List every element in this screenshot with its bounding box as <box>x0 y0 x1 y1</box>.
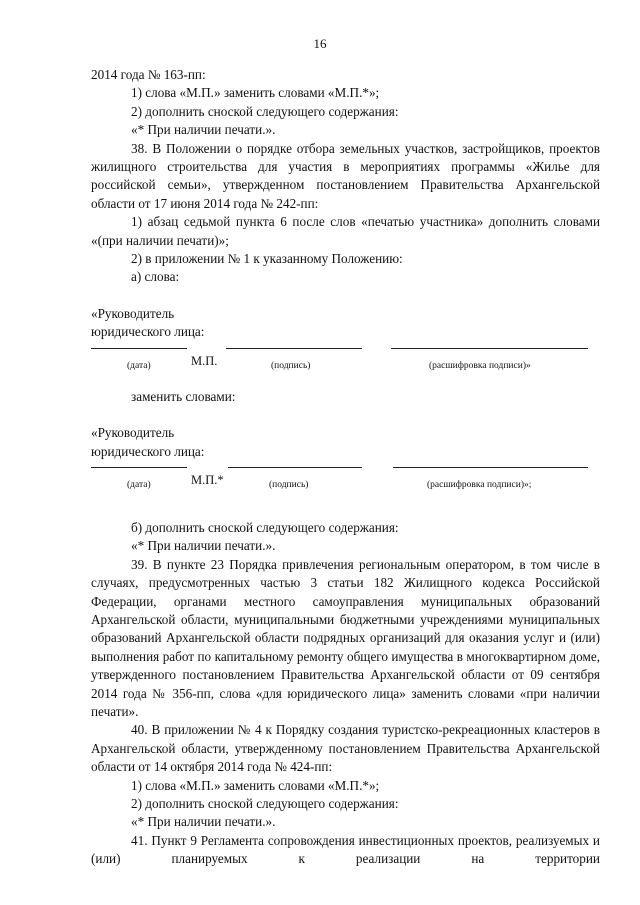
continuation-line: 2014 года № 163-пп: <box>91 67 206 82</box>
list-item: 2) дополнить сноской следующего содержания: <box>131 796 399 811</box>
decode-line <box>393 467 588 468</box>
replace-line: заменить словами: <box>131 388 236 404</box>
date-line <box>91 467 187 468</box>
decode-line <box>391 348 588 349</box>
page-number: 16 <box>313 36 327 51</box>
paragraph-39: 39. В пункте 23 Порядка привлечения региональным оператором, в том числе в случаях, предусмотренных частью 3 статьи 182 Жилищного кодекса Российской Федерации, органами местного самоуправления муниципальных образований Архангельской области, муниципальными бюджетными учреждениями муниципальных образований Архангельской области подрядных организаций для оказания услуг и (или) выполнения работ по капитальному ремонту общего имущества в многоквартирном доме, утвержденного постановлением Правительства Архангельской области от 09 сентября 2014 года № 356-пп, слова «для юридического лица» заменить словами «при наличии печати». <box>91 556 600 719</box>
paragraph-40: 40. В приложении № 4 к Порядку создания туристско-рекреационных кластеров в Архангельской области, утвержденному постановлением Правительства Архангельской области от 14 октября 2014 года № 424-пп: <box>91 722 600 775</box>
stamp-mark: М.П.* <box>191 472 224 487</box>
signature-caption: (подпись) <box>271 360 311 371</box>
signature-block <box>91 348 600 388</box>
list-item: 2) дополнить сноской следующего содержания: <box>131 103 399 119</box>
paragraph-38: 38. В Положении о порядке отбора земельных участков, застройщиков, проектов жилищного строительства для участия в мероприятиях программы «Жилье для российской семьи», утвержденном постановлением Правительства Архангельской области от 17 июня 2014 года № 242-пп: <box>91 140 600 211</box>
date-caption: (дата) <box>127 479 151 490</box>
list-item: 1) слова «М.П.» заменить словами «М.П.*»; <box>131 777 380 793</box>
form-line: «Руководитель <box>91 425 175 441</box>
spacer <box>91 406 600 424</box>
decode-caption: (расшифровка подписи)»; <box>427 479 532 490</box>
footnote-text: «* При наличии печати.». <box>131 538 276 554</box>
list-item: 2) в приложении № 1 к указанному Положению: <box>131 251 403 267</box>
spacer <box>91 287 600 305</box>
list-item: 1) абзац седьмой пункта 6 после слов «печатью участника» дополнить словами «(при наличии печати)»; <box>91 214 600 248</box>
document-body <box>91 66 600 869</box>
signature-line <box>226 348 362 349</box>
date-line <box>91 348 187 349</box>
date-caption: (дата) <box>127 360 151 371</box>
spacer <box>91 507 600 519</box>
list-item: 1) слова «М.П.» заменить словами «М.П.*»; <box>131 85 380 101</box>
decode-caption: (расшифровка подписи)» <box>429 360 531 371</box>
stamp-mark: М.П. <box>191 353 218 368</box>
form-line: «Руководитель <box>91 305 175 321</box>
signature-caption: (подпись) <box>269 479 309 490</box>
list-item: б) дополнить сноской следующего содержания: <box>131 519 399 535</box>
footnote-text: «* При наличии печати.». <box>131 122 276 138</box>
form-line: юридического лица: <box>91 443 205 459</box>
signature-form-replacement <box>91 424 600 507</box>
signature-line <box>228 467 362 468</box>
footnote-text: «* При наличии печати.». <box>131 814 276 830</box>
list-item: а) слова: <box>131 269 180 285</box>
form-line: юридического лица: <box>91 324 205 340</box>
paragraph-41: 41. Пункт 9 Регламента сопровождения инвестиционных проектов, реализуемых и (или) планируемых к реализации на территории <box>91 832 600 867</box>
signature-block <box>91 467 600 507</box>
signature-form-original <box>91 305 600 388</box>
